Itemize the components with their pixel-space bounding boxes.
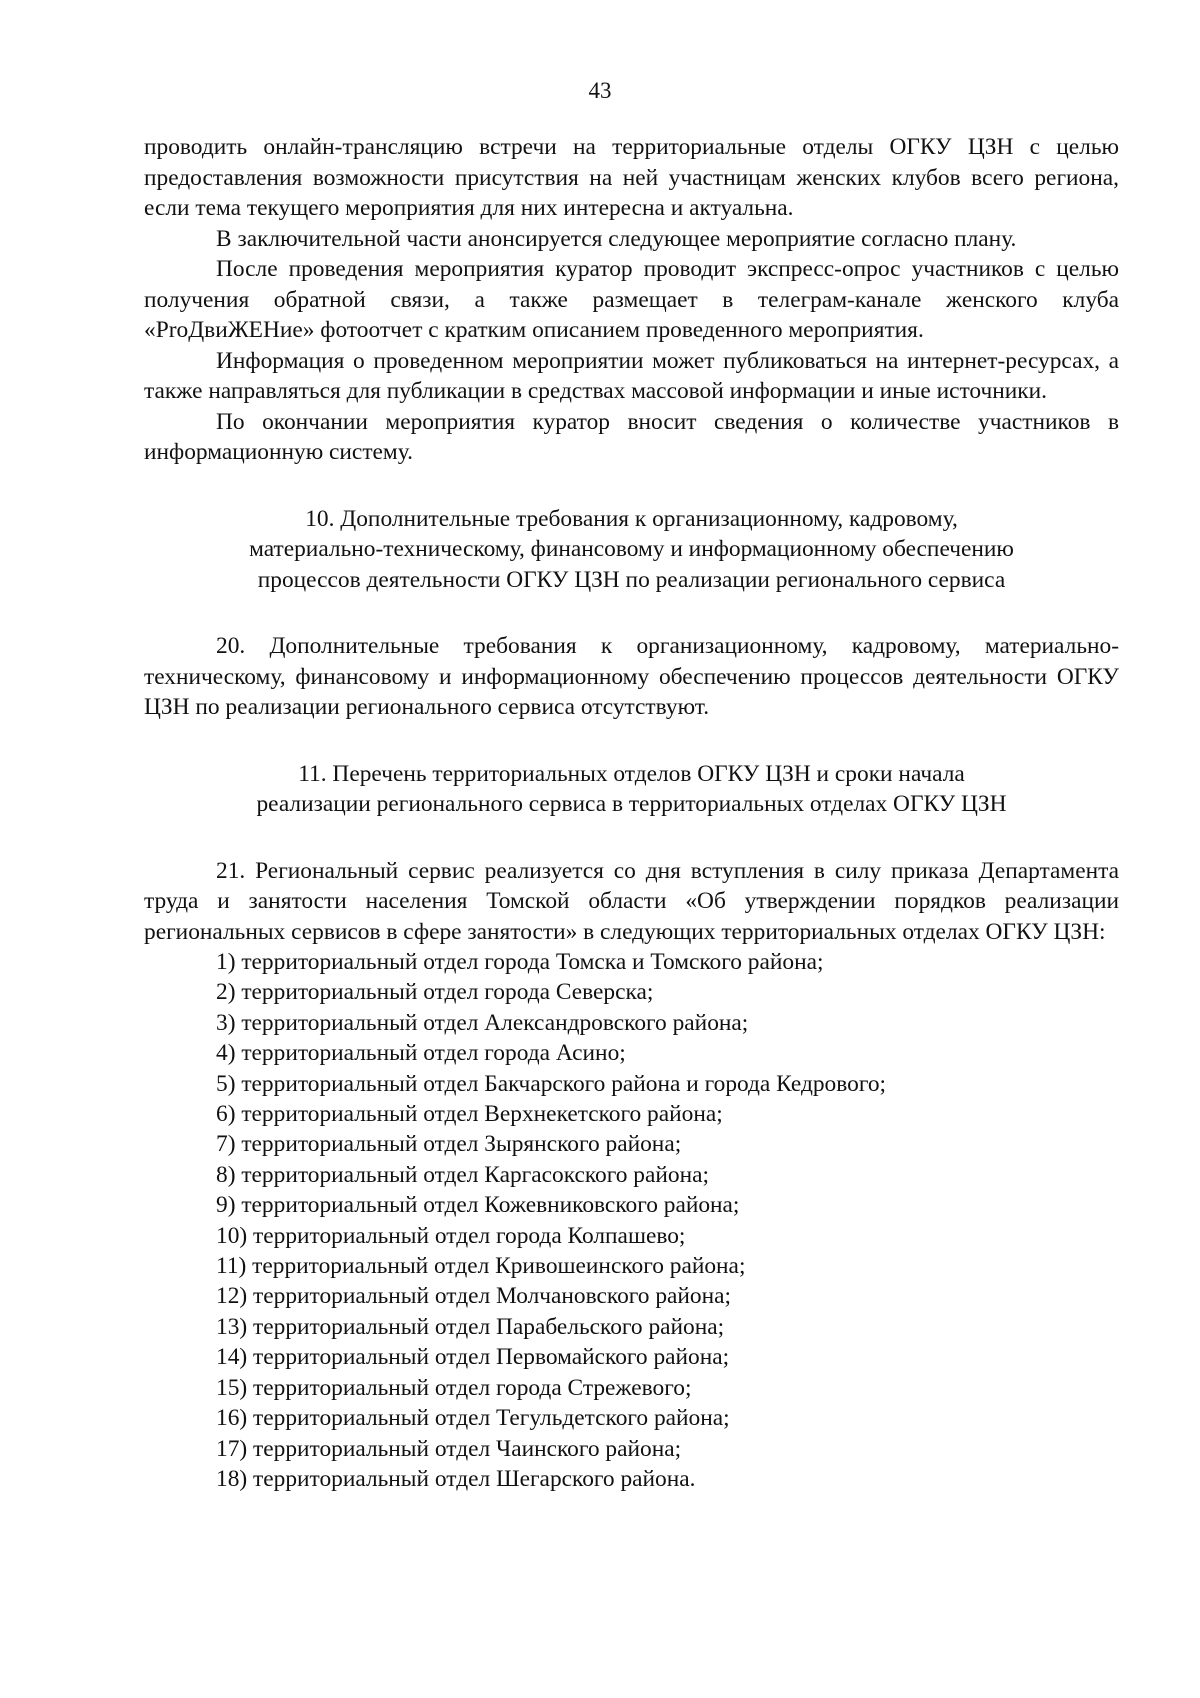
list-item: 6) территориальный отдел Верхнекетского района; (216, 1101, 723, 1128)
paragraph-participants-count: По окончании мероприятия куратор вносит сведения о количестве участников в информационную систему. (144, 408, 1119, 465)
section-10-heading (144, 504, 1119, 596)
list-item: 17) территориальный отдел Чаинского района; (216, 1435, 682, 1462)
list-item: 13) территориальный отдел Парабельского района; (216, 1313, 725, 1340)
paragraph-closing-part: В заключительной части анонсируется следующее мероприятие согласно плану. (216, 225, 1017, 252)
section-11-heading-line: 11. Перечень территориальных отделов ОГКУ ЦЗН и сроки начала (298, 760, 965, 787)
list-item: 5) территориальный отдел Бакчарского района и города Кедрового; (216, 1070, 887, 1097)
paragraph-survey: После проведения мероприятия куратор проводит экспресс-опрос участников с целью получения обратной связи, а также размещает в телеграм-канале женского клуба «ProДвиЖЕНие» фотоотчет с кратким описанием проведенного мероприятия. (144, 256, 1119, 343)
list-item: 11) территориальный отдел Кривошеинского района; (216, 1253, 746, 1280)
paragraph-continuation: проводить онлайн-трансляцию встречи на территориальные отделы ОГКУ ЦЗН с целью предоставления возможности присутствия на ней участницам женских клубов всего региона, если тема текущего мероприятия для них интересна и актуальна. (144, 134, 1119, 221)
section-10-heading-line: материально-техническому, финансовому и информационному обеспечению (249, 536, 1014, 562)
list-item: 9) территориальный отдел Кожевниковского района; (216, 1192, 740, 1219)
section-10-heading-line: 10. Дополнительные требования к организационному, кадровому, (305, 505, 958, 532)
list-item: 1) территориальный отдел города Томска и Томского района; (216, 949, 824, 975)
list-item: 3) территориальный отдел Александровского района; (216, 1009, 749, 1036)
page-number: 43 (588, 78, 612, 103)
section-11-heading-line: реализации регионального сервиса в территориальных отделах ОГКУ ЦЗН (256, 791, 1007, 817)
territorial-departments-list (144, 947, 1119, 1494)
list-item: 2) территориальный отдел города Северска; (216, 979, 654, 1006)
section-11-heading (144, 759, 1119, 820)
paragraph-publication: Информация о проведенном мероприятии может публиковаться на интернет-ресурсах, а также направляться для публикации в средствах массовой информации и иные источники. (144, 347, 1119, 404)
list-item: 12) территориальный отдел Молчановского района; (216, 1283, 732, 1310)
list-item: 18) территориальный отдел Шегарского района. (216, 1465, 696, 1492)
list-item: 8) территориальный отдел Каргасокского района; (216, 1161, 709, 1188)
paragraph-21: 21. Региональный сервис реализуется со дня вступления в силу приказа Департамента труда и занятости населения Томской области «Об утверждении порядков реализации региональных сервисов в сфере занятости» в следующих территориальных отделах ОГКУ ЦЗН: (144, 857, 1119, 945)
document-body (144, 132, 1119, 1494)
section-10-heading-line: процессов деятельности ОГКУ ЦЗН по реализации регионального сервиса (257, 566, 1006, 593)
paragraph-20: 20. Дополнительные требования к организационному, кадровому, материально-техническому, финансовому и информационному обеспечению процессов деятельности ОГКУ ЦЗН по реализации регионального сервиса отсутствуют. (144, 633, 1119, 720)
list-item: 16) территориальный отдел Тегульдетского района; (216, 1405, 730, 1432)
list-item: 15) территориальный отдел города Стрежевого; (216, 1374, 692, 1401)
list-item: 14) территориальный отдел Первомайского района; (216, 1344, 730, 1371)
list-item: 10) территориальный отдел города Колпашево; (216, 1222, 686, 1249)
list-item: 4) территориальный отдел города Асино; (216, 1040, 626, 1067)
list-item: 7) территориальный отдел Зырянского района; (216, 1131, 682, 1158)
